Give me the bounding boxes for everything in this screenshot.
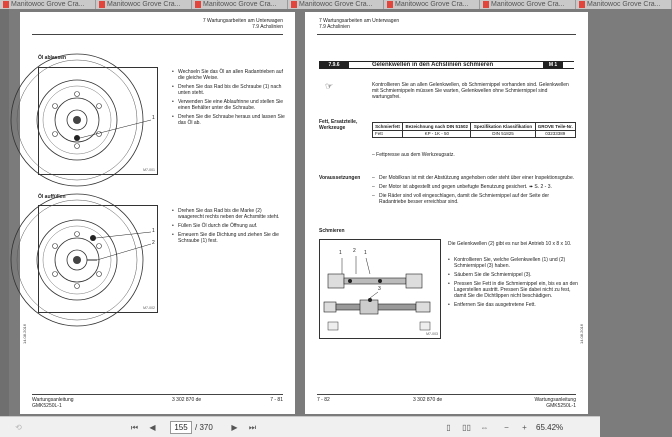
thumbnail-strip: [0, 9, 9, 416]
header-section: 7.9 Achslinien: [252, 24, 283, 30]
tab-label: Manitowoc Grove Cra...: [491, 1, 565, 8]
page-footer: [32, 394, 283, 408]
pointing-hand-icon: ☞: [325, 81, 334, 91]
next-page-icon[interactable]: ▶: [231, 423, 238, 432]
footer-manual-title: Wartungsanleitung: [534, 397, 576, 403]
footer-manual-title: Wartungsanleitung: [32, 397, 74, 403]
table-header-row: [373, 123, 576, 131]
list-item: – Der Mobilkran ist mit der Abstützung angehoben oder steht über einer Inspektionsgrube.: [372, 175, 577, 181]
header-rule: [32, 34, 283, 35]
tab-label: Manitowoc Grove Cra...: [11, 1, 85, 8]
list-item: – Die Räder sind voll eingeschlagen, damit die Schmiernippel auf der Seite der Radantriebe besser erreichbar sind.: [372, 193, 577, 205]
tab-label: Manitowoc Grove Cra...: [203, 1, 277, 8]
table-cell: Fett: [373, 130, 403, 138]
tab-label: Manitowoc Grove Cra...: [299, 1, 373, 8]
footer-model: GMK5250L-1: [32, 403, 62, 409]
footer-manual: [534, 397, 576, 409]
callout-2: 2: [353, 248, 356, 254]
callout-1: 1: [364, 250, 367, 256]
maintenance-interval-badge: M 1: [543, 61, 563, 69]
side-date-code: 14.08.2016: [22, 323, 27, 344]
pdf-icon: [387, 1, 393, 8]
side-date-code: 14.08.2016: [579, 323, 584, 344]
footer-doc-number: 3 302 870 de: [172, 397, 202, 403]
intro-text: Kontrollieren Sie an allen Gelenkwellen, ob Schmiernippel vorhanden sind. Gelenkwellen mit Schmiernippeln müssen Sie warten, Gelenkwellen ohne Schmiernippel sind wartungsfrei.: [372, 82, 569, 100]
table-cell: KP - 1K - 50: [403, 130, 471, 138]
zoom-level[interactable]: 65.42%: [536, 423, 564, 432]
figure-code: M7-003: [426, 332, 438, 336]
list-item: • Wechseln Sie das Öl an allen Radantrieben auf die gleiche Weise.: [172, 69, 287, 81]
tab-label: Manitowoc Grove Cra...: [587, 1, 661, 8]
section-number: 7.9.6: [319, 61, 349, 69]
table-cell: 03233389: [535, 130, 575, 138]
section-title-fill-oil: Öl auffüllen: [38, 194, 66, 200]
section-title-drain-oil: Öl ablassen: [38, 55, 67, 61]
column-header: Spezifikation Klassifikation: [471, 123, 535, 131]
last-page-icon[interactable]: ⏭: [248, 423, 257, 432]
list-item: • Entfernen Sie das ausgetretene Fett.: [448, 302, 578, 308]
single-page-view-icon[interactable]: ▯: [446, 423, 451, 432]
prerequisites-list: [372, 175, 577, 208]
footer-doc-number: 3 302 870 de: [413, 397, 443, 403]
rotate-icon[interactable]: ⟲: [15, 423, 22, 432]
callout-1: 1: [339, 250, 342, 256]
page-count: / 370: [195, 423, 213, 432]
table-cell: DIN 51825: [471, 130, 535, 138]
tab-label: Manitowoc Grove Cra...: [107, 1, 181, 8]
fill-oil-steps: [172, 208, 287, 247]
two-page-view-icon[interactable]: ▯▯: [462, 423, 471, 432]
tools-label: Fett, Ersatzteile, Werkzeuge: [319, 119, 358, 131]
figure-code: M7-001: [143, 168, 155, 172]
prerequisites-label: Voraussetzungen: [319, 175, 361, 181]
column-header: Schmierfett: [373, 123, 403, 131]
list-item: • Verwenden Sie eine Ablaufrinne und stellen Sie einen Behälter unter die Schraube.: [172, 99, 287, 111]
page-number-input[interactable]: [170, 421, 192, 434]
list-item: • Pressen Sie Fett in die Schmiernippel ein, bis es an den Lagerstellen austritt. Pressen Sie dabei nicht zu fest, damit Sie die Dichtlippen nicht beschädigen.: [448, 281, 578, 299]
header-section: 7.9 Achslinien: [319, 24, 350, 30]
document-tab[interactable]: [384, 0, 480, 9]
fit-width-icon[interactable]: ⇔: [480, 423, 489, 432]
grease-table: [372, 122, 576, 138]
document-viewport[interactable]: [0, 9, 600, 416]
drive-shaft-figure: [319, 239, 441, 339]
zoom-out-icon[interactable]: −: [504, 423, 509, 432]
document-tab[interactable]: [288, 0, 384, 9]
tab-bar: [0, 0, 661, 9]
document-tab[interactable]: [0, 0, 96, 9]
document-tab[interactable]: [480, 0, 576, 9]
pdf-page-left: [20, 12, 295, 414]
header-rule: [317, 34, 576, 35]
grease-gun-note: – Fettpresse aus dem Werkzeugsatz.: [372, 152, 455, 158]
list-item: – Der Motor ist abgestellt und gegen unbefugte Benutzung gesichert. ➠ S. 2 - 3.: [372, 184, 577, 190]
pdf-icon: [291, 1, 297, 8]
footer-page-number: 7 - 81: [270, 397, 283, 403]
pdf-icon: [195, 1, 201, 8]
previous-page-icon[interactable]: ◀: [149, 423, 156, 432]
lubrication-steps: [448, 257, 578, 311]
list-item: • Erneuern Sie die Dichtung und ziehen Sie die Schraube (1) fest.: [172, 232, 287, 244]
footer-manual: [32, 397, 74, 409]
header-chapter: 7 Wartungsarbeiten am Unterwagen: [202, 18, 283, 24]
callout-3: 3: [378, 286, 381, 292]
document-tab[interactable]: [192, 0, 288, 9]
section-title: Gelenkwellen in den Achslinien schmieren: [372, 62, 494, 68]
drain-oil-steps: [172, 69, 287, 129]
list-item: • Drehen Sie das Rad bis die Schraube (1) nach unten steht.: [172, 84, 287, 96]
pdf-icon: [99, 1, 105, 8]
document-tab[interactable]: [576, 0, 672, 9]
callout-1: 1: [152, 228, 155, 234]
footer-model: GMK5250L-1: [546, 403, 576, 409]
pdf-icon: [579, 1, 585, 8]
pdf-page-right: [305, 12, 588, 414]
header-chapter: 7 Wartungsarbeiten am Unterwagen: [319, 18, 400, 24]
table-row: [373, 130, 576, 138]
wheel-drain-drawing: [39, 68, 159, 176]
page-header: [319, 18, 399, 30]
wheel-drain-figure: [38, 67, 158, 175]
footer-page-number: 7 - 82: [317, 397, 330, 403]
pdf-icon: [3, 1, 9, 8]
list-item: • Säubern Sie die Schmiernippel (3).: [448, 272, 578, 278]
viewer-toolbar: [0, 416, 600, 437]
first-page-icon[interactable]: ⏮: [130, 423, 139, 432]
list-item: • Kontrollieren Sie, welche Gelenkwellen (1) und (2) Schmiernippel (3) haben.: [448, 257, 578, 269]
list-item: • Füllen Sie Öl durch die Öffnung auf.: [172, 223, 287, 229]
figure-code: M7-002: [143, 306, 155, 310]
list-item: • Drehen Sie das Rad bis die Marke (2) waagerecht rechts neben der Achsmitte steht.: [172, 208, 287, 220]
document-tab[interactable]: [96, 0, 192, 9]
tab-label: Manitowoc Grove Cra...: [395, 1, 469, 8]
column-header: GROVE Teile-Nr.: [535, 123, 575, 131]
callout-2: 2: [152, 240, 155, 246]
page-header: [203, 18, 283, 30]
lubrication-label: Schmieren: [319, 228, 345, 234]
list-item: • Drehen Sie die Schraube heraus und lassen Sie das Öl ab.: [172, 114, 287, 126]
wheel-fill-drawing: [39, 206, 159, 314]
callout-1: 1: [152, 115, 155, 121]
wheel-fill-figure: [38, 205, 158, 313]
pdf-icon: [483, 1, 489, 8]
zoom-in-icon[interactable]: +: [522, 423, 527, 432]
page-footer: [317, 394, 576, 408]
column-header: Bezeichnung nach DIN 51502: [403, 123, 471, 131]
lubrication-intro: Die Gelenkwellen (2) gibt es nur bei Antrieb 10 x 8 x 10.: [448, 241, 572, 247]
